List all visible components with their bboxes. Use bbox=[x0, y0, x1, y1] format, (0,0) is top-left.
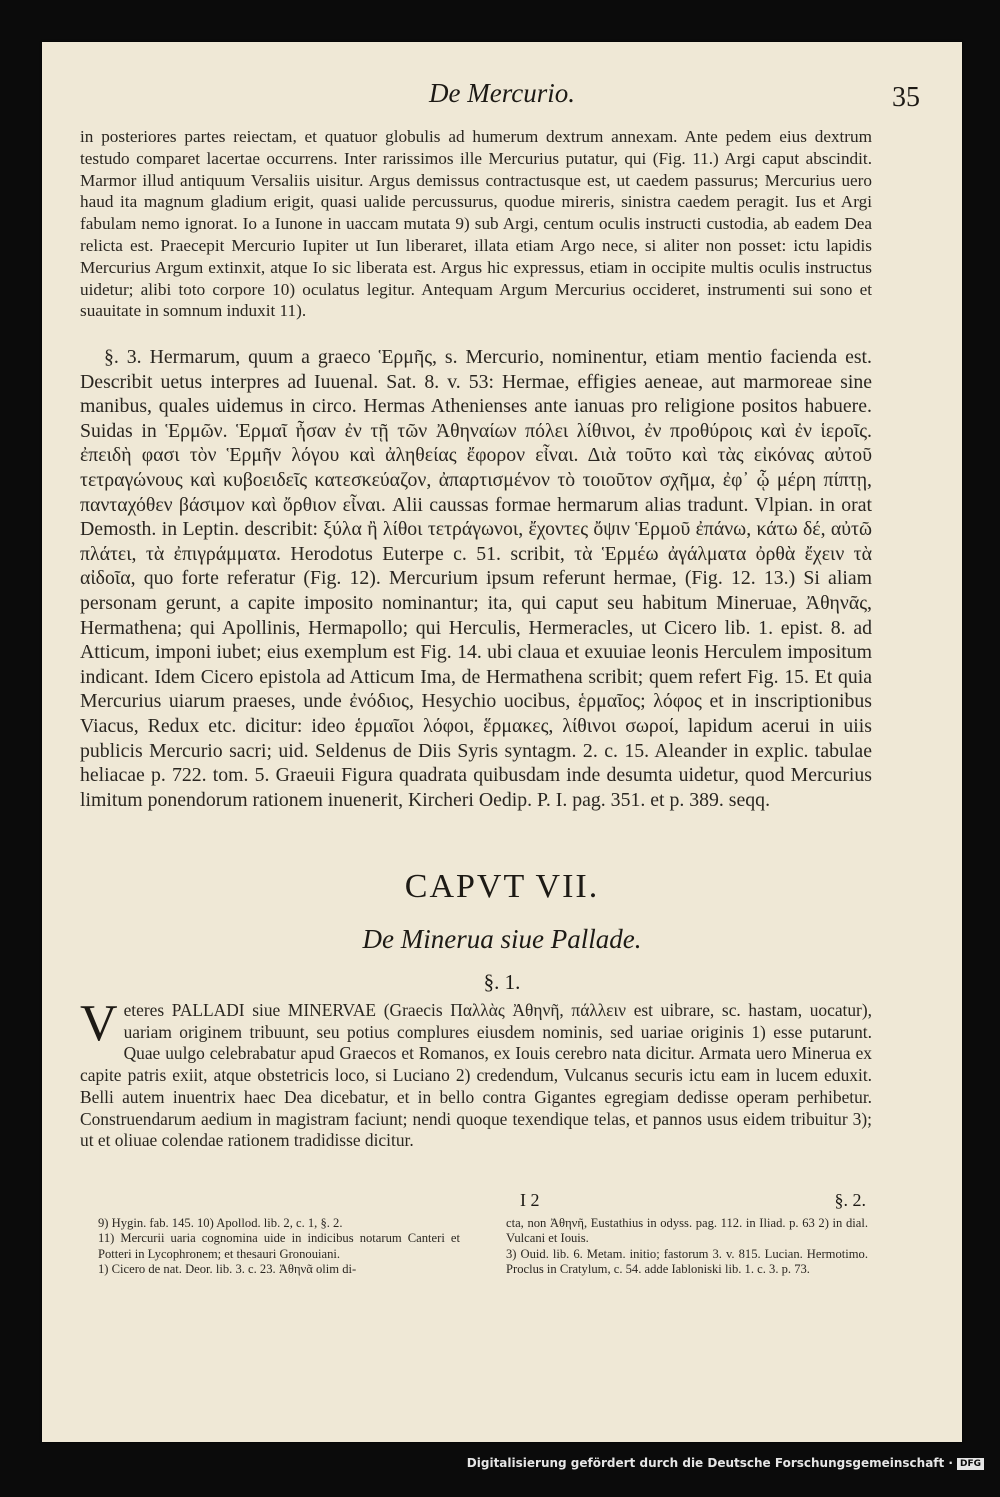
paragraph-continuation: in posteriores partes reiectam, et quatuor globulis ad humerum dextrum annexam. Ante pedem eius dextrum testudo comparet lacertae occurrens. Inter rarissimos ille Mercurius putatur, qui (Fig. 11.) Argi caput abscindit. Marmor illud antiquum Versaliis uisitur. Argus demissus contractusque est, ut caedem passurus; Mercurius uero haud ita magnum gladium erigit, quasi ualide percussurus, quodue mireris, sinistra caedem peragit. Ius et Argi fabulam nemo ignorat. Io a Iunone in uaccam mutata 9) sub Argi, centum oculis instructi custodia, ab eadem Dea relicta est. Praecepit Mercurio Iupiter ut Iun liberaret, illata etiam Argo nece, si aliter non posset: ictu lapidis Mercurius Argum extinxit, atque Io sic liberata est. Argus hic expressus, etiam in occipite multis oculis instructus uidetur; alibi toto corpore 10) oculatus legitur. Antequam Argum Mercurius occideret, instrumenti sui sono et suauitate in somnum induxit 11). bbox=[80, 127, 872, 321]
paragraph-section-3 bbox=[80, 345, 872, 812]
footnotes bbox=[98, 1216, 872, 1277]
chapter-subtitle: De Minerua siue Pallade. bbox=[362, 924, 642, 954]
digitization-credit bbox=[467, 1456, 984, 1470]
signature-line bbox=[42, 1190, 962, 1214]
running-title: De Mercurio. bbox=[429, 78, 575, 108]
book-page bbox=[42, 42, 962, 1442]
paragraph-minerva-text: eteres PALLADI siue MINERVAE (Graecis Παλλὰς Ἀθηνῆ, πάλλειν est uibrare, sc. hastam, uocatur), uariam originem tribuunt, seu potius complures eiusdem nominis, sed uariae originis 1) esse putarunt. Quae uulgo celebrabatur apud Graecos et Romanos, ex Iouis cerebro nata dicitur. Armata uero Minerua ex capite patris exiit, atque obstetricis loco, si Luciano 2) credendum, Vulcanus securis ictu eam in lucem eduxit. Belli autem inuentrix haec Dea dicebatur, et in bello contra Gigantes egregiam dedisse operam perhibetur. Construendarum aedium in magistram faciunt; nendi quoque texendique telas, et pannos usus eidem tribuitur 3); ut et oliuae colendae rationem tradidisse dicitur. bbox=[80, 1000, 872, 1151]
running-header bbox=[42, 78, 962, 118]
signature-mark: I 2 bbox=[520, 1190, 540, 1210]
footnotes-right-column bbox=[506, 1216, 868, 1277]
credit-text: Digitalisierung gefördert durch die Deutsche Forschungsgemeinschaft · bbox=[466, 1456, 953, 1470]
footnotes-left-column bbox=[98, 1216, 460, 1277]
section-number: §. 1. bbox=[483, 970, 521, 994]
catchword: §. 2. bbox=[834, 1190, 866, 1210]
footnote: 11) Mercurii uaria cognomina uide in indicibus notarum Canteri et Potteri in Lycophronem; et thesauri Gronouiani. bbox=[98, 1231, 460, 1261]
chapter-heading: CAPVT VII. bbox=[404, 868, 600, 905]
footnote: 9) Hygin. fab. 145. 10) Apollod. lib. 2, c. 1, §. 2. bbox=[98, 1216, 343, 1230]
footnote: cta, non Ἀθηνῆ, Eustathius in odyss. pag. 112. in Iliad. p. 63 2) in dial. Vulcani et Iouis. bbox=[506, 1216, 868, 1246]
footnote: 1) Cicero de nat. Deor. lib. 3. c. 23. Ἀθηνᾶ olim di- bbox=[98, 1261, 357, 1276]
footnote: 3) Ouid. lib. 6. Metam. initio; fastorum 3. v. 815. Lucian. Hermotimo. Proclus in Cratylum, c. 54. adde Iabloniski lib. 1. c. 3. p. 73. bbox=[506, 1246, 868, 1276]
drop-capital: V bbox=[80, 995, 118, 1052]
paragraph-minerva bbox=[80, 995, 872, 1152]
dfg-logo: DFG bbox=[957, 1458, 984, 1470]
page-number: 35 bbox=[892, 82, 920, 113]
paragraph-section-3-text: §. 3. Hermarum, quum a graeco Ἑρμῆς, s. Mercurio, nominentur, etiam mentio facienda est. Describit uetus interpres ad Iuuenal. Sat. 8. v. 53: Hermae, effigies aeneae, aut marmoreae sine manibus, quales uidemus in circo. Hermas Athenienses ante ianuas pro religione positos habuere. Suidas in Ἑρμῶν. Ἑρμαῖ ἦσαν ἐν τῇ τῶν Ἀθηναίων πόλει λίθινοι, ἐν προθύροις καὶ ἐν ἱεροῖς. ἐπειδὴ φασι τὸν Ἑρμῆν λόγου καὶ ἀληθείας ἔφορον εἶναι. Διὰ τοῦτο καὶ τὰς εἰκόνας αὐτοῦ τετραγώνους καὶ κυβοειδεῖς κατεσκεύαζον, ἀπαρτισμένον τὸ τοιοῦτον σχῆμα, ἐφ᾽ ᾧ μέρη πίπτῃ, πανταχόθεν βάσιμον καὶ ὄρθιον εἶναι. Alii caussas formae hermarum alias tradunt. Vlpian. in orat Demosth. in Leptin. describit: ξύλα ἢ λίθοι τετράγωνοι, ἔχοντες ὄψιν Ἑρμοῦ ἐπάνω, κάτω δέ, αὐτῶ πλάτει, τὰ ἐπιγράμματα. Herodotus Euterpe c. 51. scribit, τὰ Ἑρμέω ἀγάλματα ὀρθὰ ἔχειν τὰ αἰδοῖα, quo forte referatur (Fig. 12). Mercurium ipsum referunt hermae, (Fig. 12. 13.) Si aliam personam gerunt, a capite imposito nominantur; ita, qui caput seu habitum Mineruae, Ἀθηνᾶς, Hermathena; qui Apollinis, Hermapollo; qui Herculis, Hermeracles, ut Cicero lib. 1. epist. 8. ad Atticum, imponi iubet; eius exemplum est Fig. 14. ubi claua et exuuiae leonis Herculem impositum indicant. Idem Cicero epistola ad Atticum Ima, de Hermathena scribit; quem refert Fig. 15. Et quia Mercurius uiarum praeses, unde ἐνόδιος, Hesychio uocibus, ἑρμαῖος; λόφος et in inscriptionibus Viacus, Redux etc. dicitur: ideo ἑρμαῖοι λόφοι, ἕρμακες, λίθινοι σωροί, lapidum acerui in uiis publicis Mercurio sacri; uid. Seldenus de Diis Syris syntagm. 2. c. 15. Aleander in explic. tabulae heliacae p. 722. tom. 5. Graeuii Figura quadrata quibusdam inde desumta uidetur, quod Mercurius limitum ponendorum rationem inuenerit, Kircheri Oedip. P. I. pag. 351. et p. 389. seqq. bbox=[80, 346, 872, 811]
